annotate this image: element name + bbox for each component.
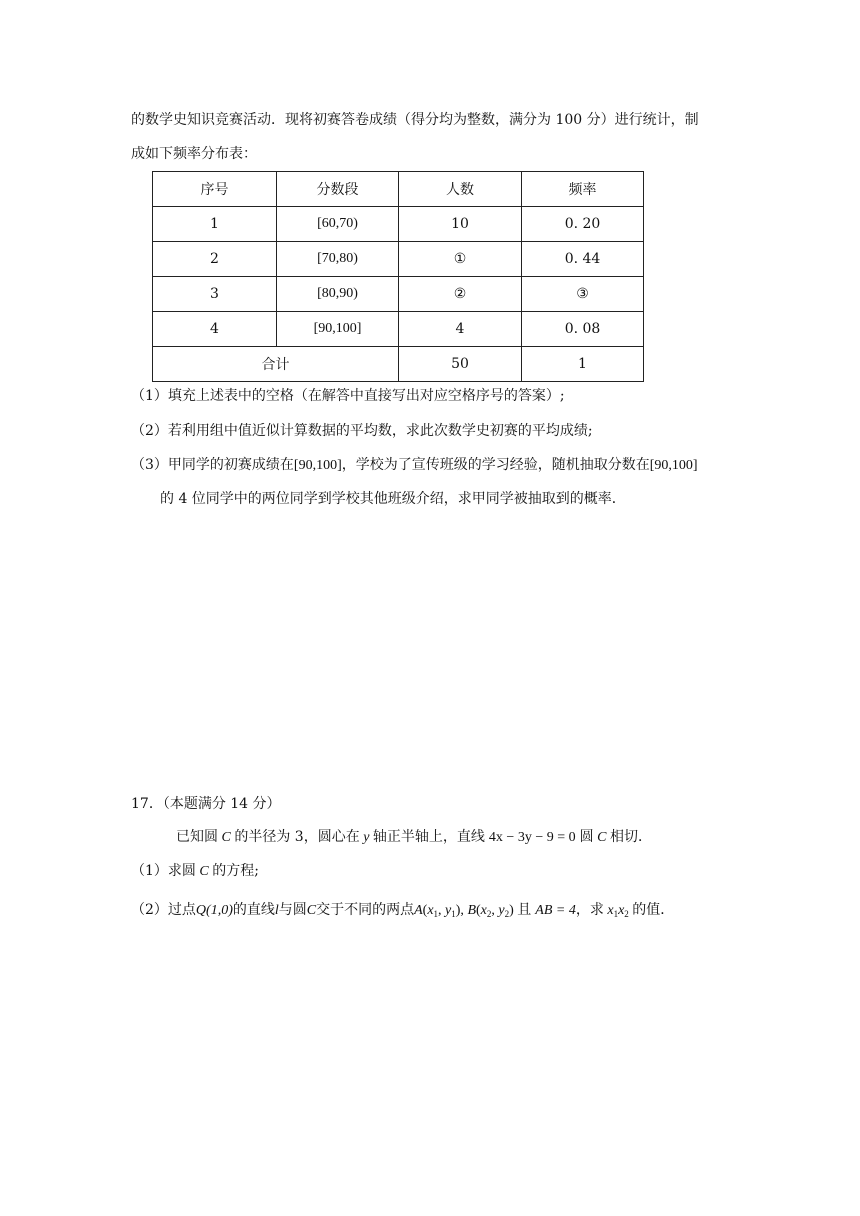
q16-part-3-cont: 的 4 位同学中的两位同学到学校其他班级介绍，求甲同学被抽取到的概率． bbox=[160, 491, 626, 507]
table-cell: 2 bbox=[153, 242, 277, 277]
text-run: 的直线 bbox=[232, 902, 275, 918]
q16-part-1: （1）填充上述表中的空格（在解答中直接写出对应空格序号的答案）; bbox=[131, 388, 565, 404]
text-run: 与圆 bbox=[278, 902, 307, 918]
ab-length: AB = 4 bbox=[535, 903, 576, 918]
table-cell: [60,70) bbox=[277, 207, 399, 242]
frequency-table bbox=[152, 171, 644, 382]
text-run: 圆 bbox=[579, 829, 594, 845]
table-cell: [70,80) bbox=[277, 242, 399, 277]
table-cell: 3 bbox=[153, 277, 277, 312]
text-run: 交于不同的两点 bbox=[316, 902, 415, 918]
text-run: （3）甲同学的初赛成绩在 bbox=[131, 457, 294, 473]
table-total-row bbox=[153, 347, 644, 382]
intro-line-2: 成如下频率分布表： bbox=[131, 146, 257, 162]
text-run: ，求 bbox=[575, 902, 604, 918]
total-frequency: 1 bbox=[522, 347, 644, 382]
text-run: 轴正半轴上，直线 bbox=[372, 829, 485, 845]
q17-part-2: （2）过点Q(1,0)的直线l与圆C交于不同的两点$A(x_1$, $y_1$), $B(x_2$, $y_2$) 且 AB = 4，求 $x_1x_2$ 的值． bbox=[131, 902, 675, 919]
table-row bbox=[153, 312, 644, 347]
header-count: 人数 bbox=[399, 172, 522, 207]
table-cell: [90,100] bbox=[277, 312, 399, 347]
table-cell: ③ bbox=[522, 277, 644, 312]
q17-part-1: （1）求圆 C 的方程; bbox=[131, 863, 259, 879]
table-cell: 0. 08 bbox=[522, 312, 644, 347]
text-run: （2）过点 bbox=[131, 902, 196, 918]
table-cell: ① bbox=[399, 242, 522, 277]
text-run: 的方程; bbox=[212, 863, 259, 879]
table-cell: 0. 44 bbox=[522, 242, 644, 277]
line-equation: 4x − 3y − 9 = 0 bbox=[488, 830, 576, 845]
table-header-row bbox=[153, 172, 644, 207]
total-label: 合计 bbox=[153, 347, 399, 382]
text-run: 且 bbox=[517, 902, 532, 918]
header-score-range: 分数段 bbox=[277, 172, 399, 207]
text-run: 已知圆 bbox=[176, 829, 218, 845]
score-range: [90,100] bbox=[649, 458, 698, 473]
q16-part-3 bbox=[131, 455, 698, 476]
text-run: 的半径为 3，圆心在 bbox=[234, 829, 360, 845]
header-frequency: 频率 bbox=[522, 172, 644, 207]
q17-heading: 17．（本题满分 14 分） bbox=[131, 796, 281, 812]
x1x2-product: $x_1x_2$ bbox=[607, 903, 629, 919]
total-count: 50 bbox=[399, 347, 522, 382]
table-cell: 4 bbox=[153, 312, 277, 347]
intro-line-1: 的数学史知识竞赛活动．现将初赛答卷成绩（得分均为整数，满分为 100 分）进行统计，制 bbox=[131, 112, 699, 128]
text-run: （1）求圆 bbox=[131, 863, 196, 879]
table-cell: 4 bbox=[399, 312, 522, 347]
table-cell: [80,90) bbox=[277, 277, 399, 312]
point-q: Q(1,0) bbox=[195, 903, 233, 918]
q17-stem: 已知圆 C 的半径为 3，圆心在 y 轴正半轴上，直线 4x − 3y − 9 = 0 圆 C 相切． bbox=[176, 829, 652, 845]
header-index: 序号 bbox=[153, 172, 277, 207]
points-ab: $A(x_1$, $y_1$), $B(x_2$, $y_2$) bbox=[414, 903, 518, 919]
text-run: 的值． bbox=[632, 902, 675, 918]
text-run: 相切． bbox=[609, 829, 652, 845]
q16-part-2: （2）若利用组中值近似计算数据的平均数，求此次数学史初赛的平均成绩; bbox=[131, 423, 593, 439]
table-cell: 1 bbox=[153, 207, 277, 242]
table-cell: 0. 20 bbox=[522, 207, 644, 242]
table-row bbox=[153, 207, 644, 242]
table-cell: ② bbox=[399, 277, 522, 312]
text-run: ，学校为了宣传班级的学习经验，随机抽取分数在 bbox=[341, 457, 650, 473]
table-row bbox=[153, 242, 644, 277]
table-row bbox=[153, 277, 644, 312]
table-cell: 10 bbox=[399, 207, 522, 242]
score-range: [90,100] bbox=[293, 458, 342, 473]
